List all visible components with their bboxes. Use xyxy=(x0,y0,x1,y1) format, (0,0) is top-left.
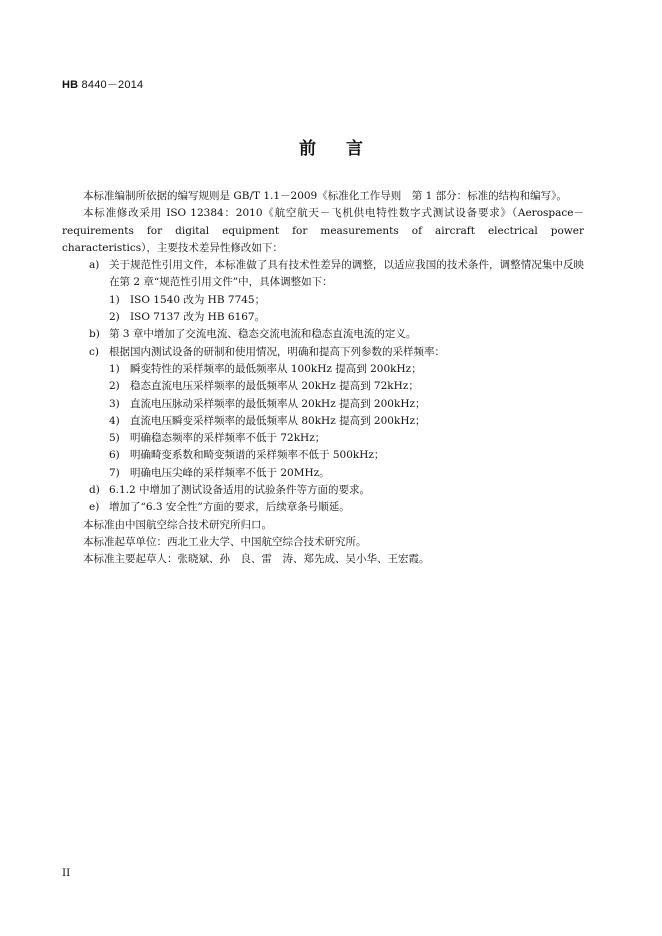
list-marker: 3) xyxy=(109,397,120,410)
page-number: II xyxy=(62,867,71,879)
list-marker: 1) xyxy=(109,362,120,375)
list-marker: c) xyxy=(89,345,99,358)
list-marker: 2) xyxy=(109,380,120,393)
sub-item-c-7 xyxy=(62,465,584,482)
list-item-text: 增加了“6.3 安全性”方面的要求，后续章条号顺延。 xyxy=(109,501,350,514)
paragraph-drafters: 本标准主要起草人：张晓斌、孙 良、雷 涛、郑先成、吴小华、王宏霞。 xyxy=(83,553,430,566)
page-title: 前言 xyxy=(299,139,393,159)
sub-item-c-5 xyxy=(62,430,584,447)
list-item-c xyxy=(62,344,584,361)
list-item-text: 瞬变特性的采样频率的最低频率从 100kHz 提高到 200kHz； xyxy=(130,362,422,375)
list-item-d xyxy=(62,482,584,499)
foreword-body xyxy=(62,188,584,569)
list-item-text: 稳态直流电压采样频率的最低频率从 20kHz 提高到 72kHz； xyxy=(130,380,419,393)
paragraph-drafting-rules: 本标准编制所依据的编写规则是 GB/T 1.1－2009《标准化工作导则 第 1 部分：标准的结构和编写》。 xyxy=(83,190,567,202)
list-marker: e) xyxy=(89,501,100,514)
list-item-text: 第 3 章中增加了交流电流、稳态交流电流和稳态直流电流的定义。 xyxy=(109,328,417,341)
list-marker: a) xyxy=(89,259,100,272)
paragraph-adoption: 本标准修改采用 ISO 12384：2010《航空航天－飞机供电特性数字式测试设备要求》（Aerospace－requirements for digital equipment for measurements of aircraft electrical power characteristics），主要技术差异性修改如下： xyxy=(62,207,584,254)
list-marker: 6) xyxy=(109,449,120,462)
sub-item-c-3 xyxy=(62,396,584,413)
list-marker: 2) xyxy=(109,311,120,324)
list-item-a xyxy=(62,257,584,292)
list-item-text: 直流电压脉动采样频率的最低频率从 20kHz 提高到 200kHz； xyxy=(130,397,426,410)
doc-number: 8440－2014 xyxy=(78,79,144,91)
list-item-text: 根据国内测试设备的研制和使用情况，明确和提高下列参数的采样频率： xyxy=(109,345,445,358)
list-item-e xyxy=(62,499,584,516)
list-marker: 7) xyxy=(109,466,120,479)
list-item-text: ISO 1540 改为 HB 7745； xyxy=(130,293,266,306)
paragraph-drafting-units: 本标准起草单位：西北工业大学、中国航空综合技术研究所。 xyxy=(83,535,367,548)
list-item-text: 明确畸变系数和畸变频谱的采样频率不低于 500kHz； xyxy=(130,449,385,462)
list-item-text: 6.1.2 中增加了测试设备适用的试验条件等方面的要求。 xyxy=(109,484,371,497)
list-item-text: 直流电压瞬变采样频率的最低频率从 80kHz 提高到 200kHz； xyxy=(130,414,426,427)
doc-prefix: HB xyxy=(62,79,79,91)
paragraph-administration: 本标准由中国航空综合技术研究所归口。 xyxy=(83,518,272,531)
sub-item-c-1 xyxy=(62,361,584,378)
sub-item-c-4 xyxy=(62,413,584,430)
list-item-b xyxy=(62,326,584,343)
list-item-text: 关于规范性引用文件，本标准做了具有技术性差异的调整，以适应我国的技术条件，调整情况集中反映在第 2 章“规范性引用文件”中，具体调整如下： xyxy=(109,259,584,289)
list-item-text: 明确稳态频率的采样频率不低于 72kHz； xyxy=(130,432,326,445)
sub-item-c-6 xyxy=(62,447,584,464)
page-header xyxy=(62,76,143,92)
list-item-text: 明确电压尖峰的采样频率不低于 20MHz。 xyxy=(130,466,330,479)
list-item-text: ISO 7137 改为 HB 6167。 xyxy=(130,311,266,324)
sub-item-a-2 xyxy=(62,309,584,326)
sub-item-a-1 xyxy=(62,292,584,309)
list-marker: 5) xyxy=(109,432,120,445)
list-marker: b) xyxy=(89,328,100,341)
list-marker: 1) xyxy=(109,293,120,306)
sub-item-c-2 xyxy=(62,378,584,395)
list-marker: 4) xyxy=(109,414,120,427)
list-marker: d) xyxy=(89,484,100,497)
